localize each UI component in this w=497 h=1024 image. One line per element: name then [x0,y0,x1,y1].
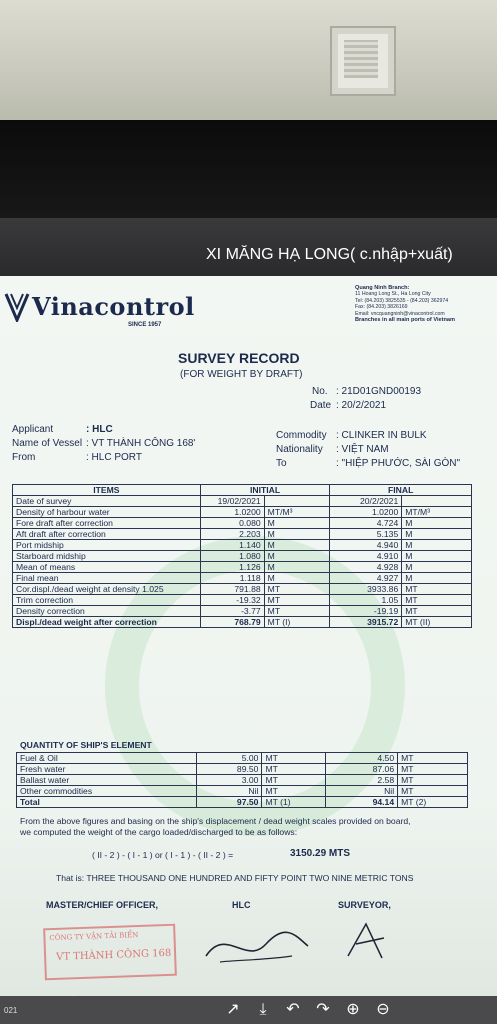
table-cell: MT [398,786,468,797]
monitor-bezel [0,120,497,220]
window-title: XI MĂNG HẠ LONG( c.nhập+xuất) [206,246,453,263]
master-label: MASTER/CHIEF OFFICER, [46,900,158,910]
branch-info [355,285,455,323]
to-value: : "HIỆP PHƯỚC, SÀI GÒN" [336,458,461,469]
branch-email: Email: vncquangninh@vinacontrol.com [355,310,445,317]
vinacontrol-logo-icon [4,292,30,322]
record-subtitle: (FOR WEIGHT BY DRAFT) [180,369,303,380]
table-row [13,573,472,584]
table-cell: M [264,540,330,551]
table-cell: Mean of means [13,562,201,573]
to-label: To [276,458,287,469]
table-cell: 4.50 [326,753,398,764]
table-row [13,595,472,606]
photo-viewer [0,218,497,1024]
survey-document[interactable] [0,276,497,1024]
table-row [13,606,472,617]
table-cell: M [264,573,330,584]
surveyor-signature [336,916,396,966]
table-cell: M [264,562,330,573]
ship-element-table [16,752,468,808]
table-cell: Fuel & Oil [17,753,197,764]
background-wall [0,0,497,120]
table-cell: 87.06 [326,764,398,775]
table-cell: Density of harbour water [13,507,201,518]
vessel-value: : VT THÀNH CÔNG 168' [86,438,196,449]
conclusion-words: That is: THREE THOUSAND ONE HUNDRED AND FIFTY POINT TWO NINE METRIC TONS [56,873,414,883]
table-cell: 5.00 [196,753,262,764]
table-row [17,797,468,808]
vessel-stamp: CÔNG TY VẬN TẢI BIỂN VT THÀNH CÔNG 168 [43,924,177,981]
table-cell: 5.135 [330,529,402,540]
table-cell: -3.77 [200,606,264,617]
vessel-label: Name of Vessel [12,438,83,449]
table-cell: Displ./dead weight after correction [13,617,201,628]
table-header-row [13,485,472,496]
share-icon[interactable]: ↗ [226,1001,240,1018]
table-cell: MT [398,775,468,786]
table-cell: 791.88 [200,584,264,595]
viewer-title-bar [0,218,497,276]
table-cell: MT [262,775,326,786]
table-cell: 3915.72 [330,617,402,628]
table-cell: 1.080 [200,551,264,562]
table-cell: Final mean [13,573,201,584]
table-row [13,540,472,551]
table-cell: M [264,529,330,540]
table-cell: 97.50 [196,797,262,808]
table-cell: MT [262,753,326,764]
table-cell: Fore draft after correction [13,518,201,529]
record-no-label: No. [312,386,328,397]
logo-name: Vinacontrol [32,292,195,321]
table-cell: -19.32 [200,595,264,606]
table-cell: MT [398,753,468,764]
table-cell: 0.080 [200,518,264,529]
table-cell: 89.50 [196,764,262,775]
table-cell [264,496,330,507]
table-cell: 94.14 [326,797,398,808]
table-cell: MT/M³ [264,507,330,518]
table-cell: MT (1) [262,797,326,808]
table-cell: M [402,529,472,540]
table-cell: 20/2/2021 [330,496,402,507]
branch-title: Quang Ninh Branch: [355,285,410,291]
table-cell: 1.05 [330,595,402,606]
table-header-cell: FINAL [330,485,472,496]
elements-title: QUANTITY OF SHIP'S ELEMENT [20,740,152,750]
table-cell: MT [402,595,472,606]
table-cell: 1.118 [200,573,264,584]
table-cell: Trim correction [13,595,201,606]
table-row [17,764,468,775]
draft-survey-table [12,484,472,628]
branch-note: Branches in all main ports of Vietnam [355,317,455,324]
table-row [17,775,468,786]
table-row [13,551,472,562]
table-cell: 3933.86 [330,584,402,595]
table-row [13,518,472,529]
rotate-right-icon[interactable]: ↷ [316,1001,330,1018]
table-cell: MT (II) [402,617,472,628]
table-cell: Cor.displ./dead weight at density 1.025 [13,584,201,595]
conclusion-line-1: From the above figures and basing on the ship's displacement / dead weight scales provided on board, [20,816,411,826]
table-cell: MT [402,584,472,595]
table-row [17,753,468,764]
table-cell: M [264,518,330,529]
table-cell: 4.910 [330,551,402,562]
table-cell: Ballast water [17,775,197,786]
hlc-label: HLC [232,900,251,910]
surveyor-label: SURVEYOR, [338,900,391,910]
table-cell: 4.928 [330,562,402,573]
table-cell: 4.940 [330,540,402,551]
table-cell: MT (2) [398,797,468,808]
table-cell: M [402,573,472,584]
table-row [13,584,472,595]
table-cell: Port midship [13,540,201,551]
record-no-value: : 21D01GND00193 [336,386,422,397]
table-header-cell: INITIAL [200,485,330,496]
table-row [13,507,472,518]
table-cell: Nil [196,786,262,797]
table-cell: M [402,551,472,562]
applicant-value: : HLC [86,424,113,435]
table-cell: 1.126 [200,562,264,573]
nationality-value: : VIỆT NAM [336,444,389,455]
table-cell: 2.58 [326,775,398,786]
table-header-cell: ITEMS [13,485,201,496]
table-cell: Starboard midship [13,551,201,562]
hlc-signature [196,916,316,976]
branch-tel: Tel: (84.203) 3825535 - (84.203) 362974 [355,297,449,304]
table-cell: 768.79 [200,617,264,628]
table-cell: MT [262,764,326,775]
record-title: SURVEY RECORD [178,350,300,366]
table-row [17,786,468,797]
table-cell: Aft draft after correction [13,529,201,540]
download-icon[interactable]: ⤓ [259,1001,267,1018]
from-label: From [12,452,36,463]
table-cell: MT [402,606,472,617]
table-row [13,617,472,628]
table-cell: M [402,540,472,551]
branch-address: 11 Hoang Long St., Ha Long City [355,291,431,298]
page-fragment: 021 [4,1006,18,1015]
conclusion-result: 3150.29 MTS [290,848,351,859]
wall-vent [330,26,396,96]
table-cell: Date of survey [13,496,201,507]
table-cell: Other commodities [17,786,197,797]
table-cell [402,496,472,507]
table-cell: 1.140 [200,540,264,551]
table-cell: M [264,551,330,562]
table-cell: MT/M³ [402,507,472,518]
table-cell: MT [264,595,330,606]
table-row [13,562,472,573]
table-cell: 4.724 [330,518,402,529]
table-cell: M [402,518,472,529]
commodity-value: : CLINKER IN BULK [336,430,427,441]
table-cell: Nil [326,786,398,797]
logo-since: SINCE 1957 [128,322,162,328]
table-row [13,496,472,507]
table-cell: MT [264,584,330,595]
table-cell: Total [17,797,197,808]
table-cell: 1.0200 [200,507,264,518]
table-cell: MT [264,606,330,617]
zoom-in-icon[interactable]: ⊕ [346,1001,360,1018]
conclusion-line-2: we computed the weight of the cargo loaded/discharged to be as follows: [20,827,298,837]
conclusion-formula: ( II - 2 ) - ( I - 1 ) or ( I - 1 ) - ( II - 2 ) = [92,850,234,860]
branch-fax: Fax: (84.203) 3826169 [355,304,408,311]
record-date-label: Date [310,400,332,411]
table-cell: 1.0200 [330,507,402,518]
viewer-toolbar [0,996,497,1024]
zoom-out-icon[interactable]: ⊖ [376,1001,390,1018]
table-cell: 2.203 [200,529,264,540]
record-date-value: : 20/2/2021 [336,400,387,411]
table-cell: 19/02/2021 [200,496,264,507]
table-cell: -19.19 [330,606,402,617]
from-value: : HLC PORT [86,452,142,463]
table-cell: 3.00 [196,775,262,786]
table-cell: MT (I) [264,617,330,628]
table-cell: Fresh water [17,764,197,775]
table-row [13,529,472,540]
applicant-label: Applicant [12,424,54,435]
table-cell: Density correction [13,606,201,617]
table-cell: MT [398,764,468,775]
table-cell: M [402,562,472,573]
commodity-label: Commodity [276,430,327,441]
table-cell: MT [262,786,326,797]
nationality-label: Nationality [276,444,323,455]
table-cell: 4.927 [330,573,402,584]
rotate-left-icon[interactable]: ↶ [286,1001,300,1018]
